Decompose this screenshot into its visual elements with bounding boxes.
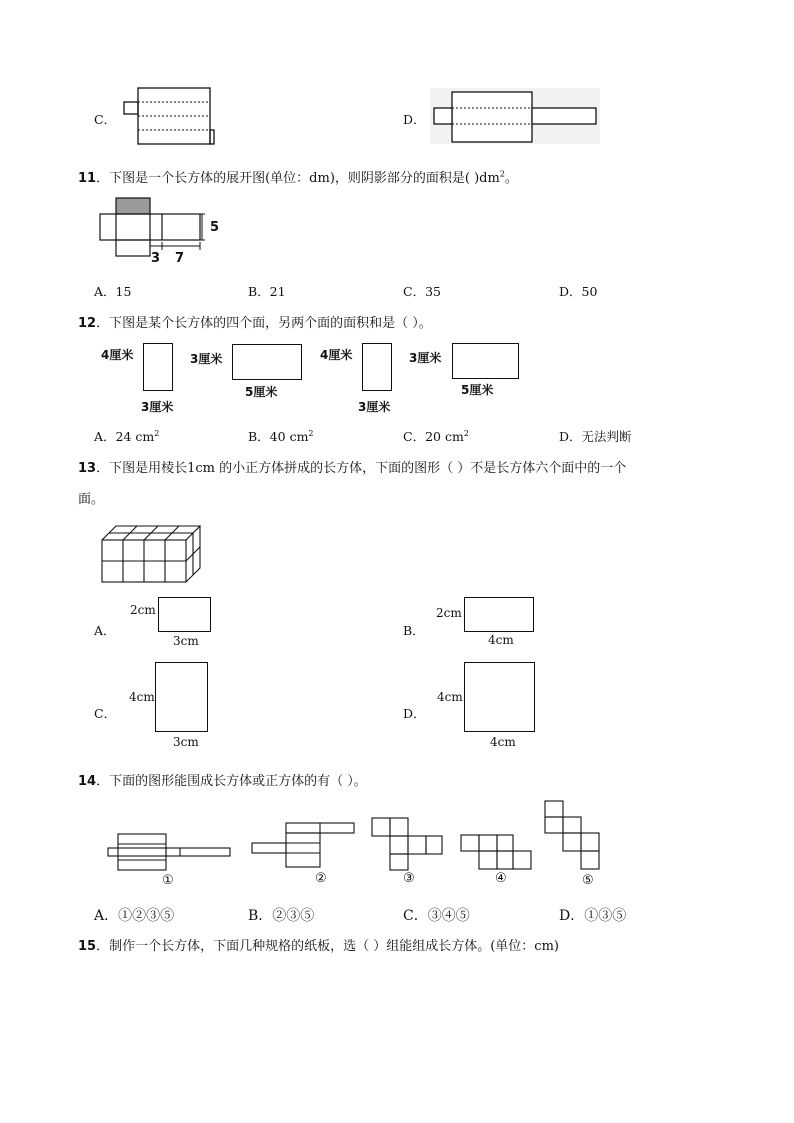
q13-option-b-label[interactable]: B．: [403, 623, 425, 638]
q13-a-side-label: 2cm: [130, 603, 156, 617]
question-number: 14: [78, 774, 97, 789]
option-sup: 2: [154, 428, 160, 438]
q11-option-b[interactable]: B．21: [248, 284, 286, 299]
q12-option-b[interactable]: [248, 427, 314, 445]
q11-option-c[interactable]: C．35: [403, 284, 441, 299]
q13-a-bottom-label: 3cm: [173, 634, 199, 648]
face2-rect: [232, 344, 302, 380]
net-figure-3: [370, 816, 444, 872]
question-11: [78, 167, 518, 186]
question-number: 13: [78, 461, 97, 476]
face2-bottom-label: 5厘米: [245, 385, 278, 399]
question-text: ．下图是用棱长1cm 的小正方体拼成的长方体，下面的图形（ ）不是长方体六个面中的一个: [96, 461, 627, 476]
q13-d-side-label: 4cm: [437, 690, 463, 704]
face3-side-label: 4厘米: [320, 348, 353, 362]
net-figure-d: [430, 88, 602, 146]
option-text: C．20 cm: [403, 429, 464, 444]
net-figure-2: [250, 821, 358, 869]
face1-rect: [143, 343, 173, 391]
question-text: ．下图是某个长方体的四个面，另两个面的面积和是（ ）。: [96, 316, 432, 331]
q13-b-side-label: 2cm: [436, 606, 462, 620]
q11-option-a[interactable]: A．15: [94, 284, 132, 299]
figure-label-4: ④: [495, 871, 507, 886]
question-number: 15: [78, 939, 97, 954]
face3-rect: [362, 343, 392, 391]
q14-option-b[interactable]: B．②③⑤: [248, 908, 315, 924]
option-text: B．40 cm: [248, 429, 309, 444]
q14-option-d[interactable]: D．①③⑤: [559, 908, 627, 924]
option-text: D．无法判断: [559, 429, 632, 444]
figure-label-3: ③: [403, 871, 415, 886]
q13-option-a-label[interactable]: A．: [94, 623, 116, 638]
q13-c-side-label: 4cm: [129, 690, 155, 704]
option-d-label: D．: [403, 112, 426, 127]
figure-label-5: ⑤: [582, 873, 594, 888]
net-figure-4: [459, 833, 533, 871]
face3-bottom-label: 3厘米: [358, 400, 391, 414]
net-figure-c: [118, 86, 218, 146]
face1-bottom-label: 3厘米: [141, 400, 174, 414]
figure-label-1: ①: [162, 873, 174, 888]
q12-option-c[interactable]: [403, 427, 469, 445]
figure-label-2: ②: [315, 871, 327, 886]
q13-d-rect: [464, 662, 535, 732]
net-figure-1: [106, 832, 232, 872]
question-13-line1: [78, 457, 626, 476]
dimension-length-label: 7: [175, 251, 185, 266]
q14-option-a[interactable]: A．①②③⑤: [94, 908, 175, 924]
dimension-height-label: 5: [210, 220, 220, 235]
cube-block-figure: [100, 524, 204, 584]
face2-side-label: 3厘米: [190, 352, 223, 366]
option-c-label: C．: [94, 112, 117, 127]
question-text: ．下图是一个长方体的展开图(单位：dm)，则阴影部分的面积是( )dm: [96, 171, 500, 186]
q12-option-a[interactable]: [94, 427, 159, 445]
net-figure-5: [543, 799, 603, 871]
question-number: 11: [78, 171, 97, 186]
q11-option-d[interactable]: D．50: [559, 284, 598, 299]
option-sup: 2: [308, 428, 314, 438]
option-text: A．24 cm: [94, 429, 155, 444]
q13-option-c-label[interactable]: C．: [94, 706, 117, 721]
question-number: 12: [78, 316, 97, 331]
q13-c-rect: [155, 662, 208, 732]
option-sup: 2: [463, 428, 469, 438]
question-text: ．下面的图形能围成长方体或正方体的有（ ）。: [96, 774, 367, 789]
question-end: 。: [504, 171, 518, 186]
question-text: ．制作一个长方体，下面几种规格的纸板，选（ ）组能组成长方体。(单位：cm): [96, 939, 559, 954]
q13-d-bottom-label: 4cm: [490, 735, 516, 749]
face4-rect: [452, 343, 519, 379]
question-14: [78, 770, 367, 789]
face4-side-label: 3厘米: [409, 351, 442, 365]
q12-option-d[interactable]: [559, 427, 632, 445]
face1-side-label: 4厘米: [101, 348, 134, 362]
unit-superscript: 2: [499, 169, 505, 179]
q13-c-bottom-label: 3cm: [173, 735, 199, 749]
q13-b-rect: [464, 597, 534, 632]
question-12: [78, 312, 432, 331]
question-15: [78, 935, 559, 954]
question-13-line2: 面。: [78, 492, 105, 507]
face4-bottom-label: 5厘米: [461, 383, 494, 397]
dimension-width-label: 3: [151, 251, 161, 266]
q14-option-c[interactable]: C．③④⑤: [403, 908, 470, 924]
q13-b-bottom-label: 4cm: [488, 633, 514, 647]
q13-option-d-label[interactable]: D．: [403, 706, 426, 721]
q13-a-rect: [158, 597, 211, 632]
